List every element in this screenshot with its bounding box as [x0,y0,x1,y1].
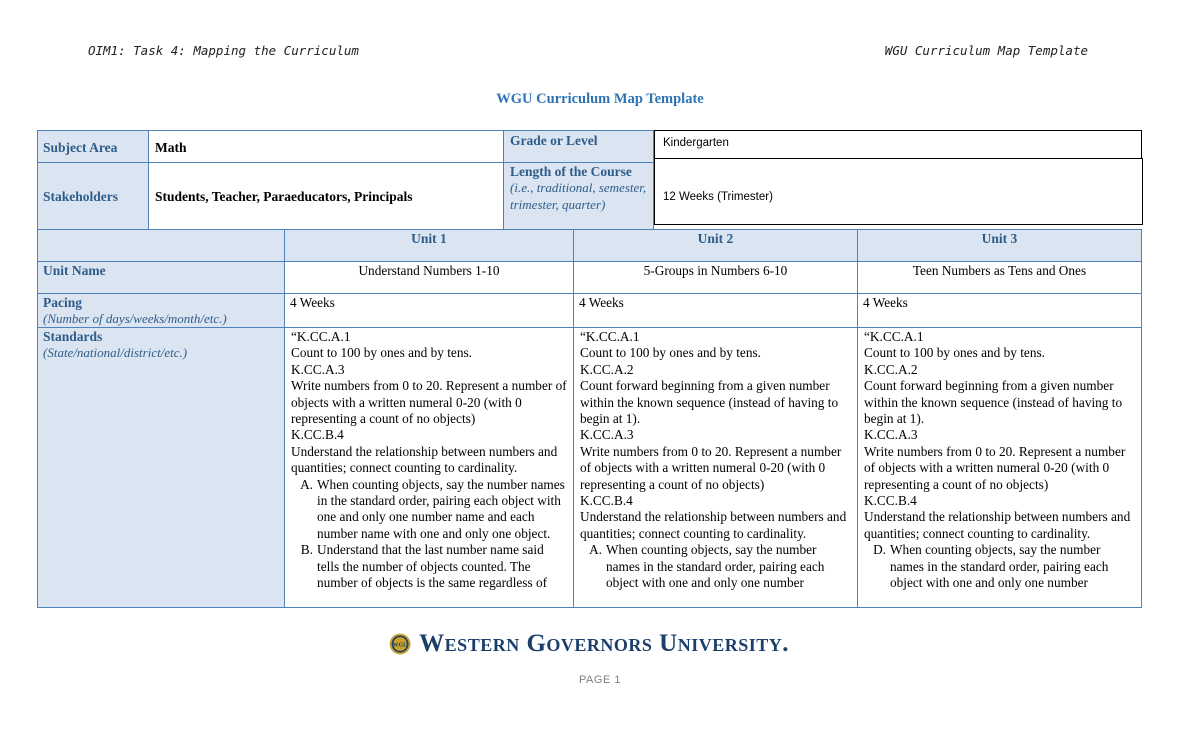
unit-1-header: Unit 1 [411,231,447,246]
pacing-label-cell [37,293,285,328]
wgu-logo-text: Western Governors University. [419,630,789,657]
standards-label: Standards [43,329,103,344]
unit-2-name-cell [573,261,858,294]
standard-line: “K.CC.A.1 [580,329,640,344]
header-right-text: WGU Curriculum Map Template [884,43,1088,58]
wgu-seal-icon [389,627,411,661]
length-label-cell [503,162,654,230]
subject-area-label-cell [37,130,149,163]
list-text: When counting objects, say the number names in the standard order, pairing each object with one and only one number [890,542,1109,591]
unit-3-pacing: 4 Weeks [863,295,908,310]
unit-header-blank-cell [37,229,285,262]
list-text: Understand that the last number name said tells the number of objects counted. The number of objects is the same regardless of [317,542,548,591]
standard-line: K.CC.B.4 [291,427,344,443]
standard-line: K.CC.A.3 [291,361,345,377]
document-title: WGU Curriculum Map Template [496,91,704,107]
standard-line: K.CC.A.3 [580,427,634,443]
stakeholders-label-cell [37,162,149,230]
unit-1-header-cell [284,229,574,262]
pacing-label: Pacing [43,295,82,310]
unit-1-standards [285,328,573,592]
unit-3-header-cell [857,229,1142,262]
standard-list-item [864,542,1135,591]
list-marker: A. [589,542,602,558]
standard-list-item [291,542,567,591]
unit-2-standards [574,328,857,592]
grade-label-cell [503,130,654,163]
standards-hint: (State/national/district/etc.) [43,345,188,360]
unit-2-standards-cell [573,327,858,608]
list-text: When counting objects, say the number names in the standard order, pairing each object with one and only one number name and each number name with one and only one object. [317,476,565,541]
subject-area-label: Subject Area [43,140,118,155]
grade-value-box [654,130,1142,160]
unit-3-standards [858,328,1141,592]
unit-name-label: Unit Name [43,263,106,278]
list-marker: A. [300,476,313,492]
unit-name-label-cell [37,261,285,294]
list-marker: D. [873,542,886,558]
unit-2-header-cell [573,229,858,262]
unit-1-name: Understand Numbers 1-10 [358,263,500,278]
unit-3-header: Unit 3 [981,231,1018,246]
unit-2-header: Unit 2 [697,231,734,246]
unit-2-pacing: 4 Weeks [579,295,624,310]
unit-1-pacing: 4 Weeks [290,295,335,310]
standard-line: K.CC.B.4 [580,493,633,509]
unit-1-standards-cell [284,327,574,608]
standard-line: Write numbers from 0 to 20. Represent a number of objects with a written numeral 0-20 (with 0 representing a count of no objects) [864,443,1126,492]
grade-label: Grade or Level [510,133,598,148]
header-left-text: OIM1: Task 4: Mapping the Curriculum [88,43,359,58]
standard-line: Write numbers from 0 to 20. Represent a number of objects with a written numeral 0-20 (with 0 representing a count of no objects) [291,378,567,427]
pacing-hint: (Number of days/weeks/month/etc.) [43,311,227,326]
length-hint: (i.e., traditional, semester, trimester, quarter) [510,180,647,212]
standard-line: Count to 100 by ones and by tens. [864,345,1045,361]
length-value-box [654,158,1143,225]
standard-line: Understand the relationship between numbers and quantities; connect counting to cardinality. [580,509,847,541]
standard-line: K.CC.B.4 [864,493,917,509]
seal-text: WGU [392,642,408,649]
subject-area-value-cell [148,130,504,163]
standard-line: Understand the relationship between numbers and quantities; connect counting to cardinality. [291,443,558,476]
unit-1-pacing-cell [284,293,574,328]
length-label: Length of the Course [510,164,632,179]
unit-3-standards-cell [857,327,1142,608]
standards-label-cell [37,327,285,608]
standard-line: “K.CC.A.1 [864,329,924,344]
list-marker: B. [300,542,313,558]
stakeholders-label: Stakeholders [43,189,119,204]
unit-3-pacing-cell [857,293,1142,328]
stakeholders-value-cell [148,162,504,230]
standard-list-item [291,477,567,543]
standard-line: Write numbers from 0 to 20. Represent a number of objects with a written numeral 0-20 (with 0 representing a count of no objects) [580,443,842,492]
standard-line: Count to 100 by ones and by tens. [291,345,472,361]
unit-2-name: 5-Groups in Numbers 6-10 [643,263,788,278]
unit-3-name: Teen Numbers as Tens and Ones [912,263,1087,278]
subject-area-value: Math [155,140,187,155]
standard-line: K.CC.A.2 [580,361,634,377]
grade-value: Kindergarten [663,137,729,149]
standard-line: Count forward beginning from a given number within the known sequence (instead of having to begin at 1). [580,378,839,427]
length-value: 12 Weeks (Trimester) [663,191,773,203]
unit-2-pacing-cell [573,293,858,328]
unit-3-name-cell [857,261,1142,294]
standard-line: Count forward beginning from a given number within the known sequence (instead of having to begin at 1). [864,378,1123,427]
unit-1-name-cell [284,261,574,294]
page-number: PAGE 1 [579,674,621,686]
standard-line: Count to 100 by ones and by tens. [580,345,761,361]
list-text: When counting objects, say the number names in the standard order, pairing each object with one and only one number [606,542,825,591]
stakeholders-value: Students, Teacher, Paraeducators, Principals [155,189,413,204]
standard-list-item [580,542,851,591]
standard-line: K.CC.A.2 [864,361,918,377]
standard-line: Understand the relationship between numbers and quantities; connect counting to cardinality. [864,509,1131,541]
wgu-logo [389,626,789,662]
standard-line: K.CC.A.3 [864,427,918,443]
standard-line: “K.CC.A.1 [291,329,351,344]
